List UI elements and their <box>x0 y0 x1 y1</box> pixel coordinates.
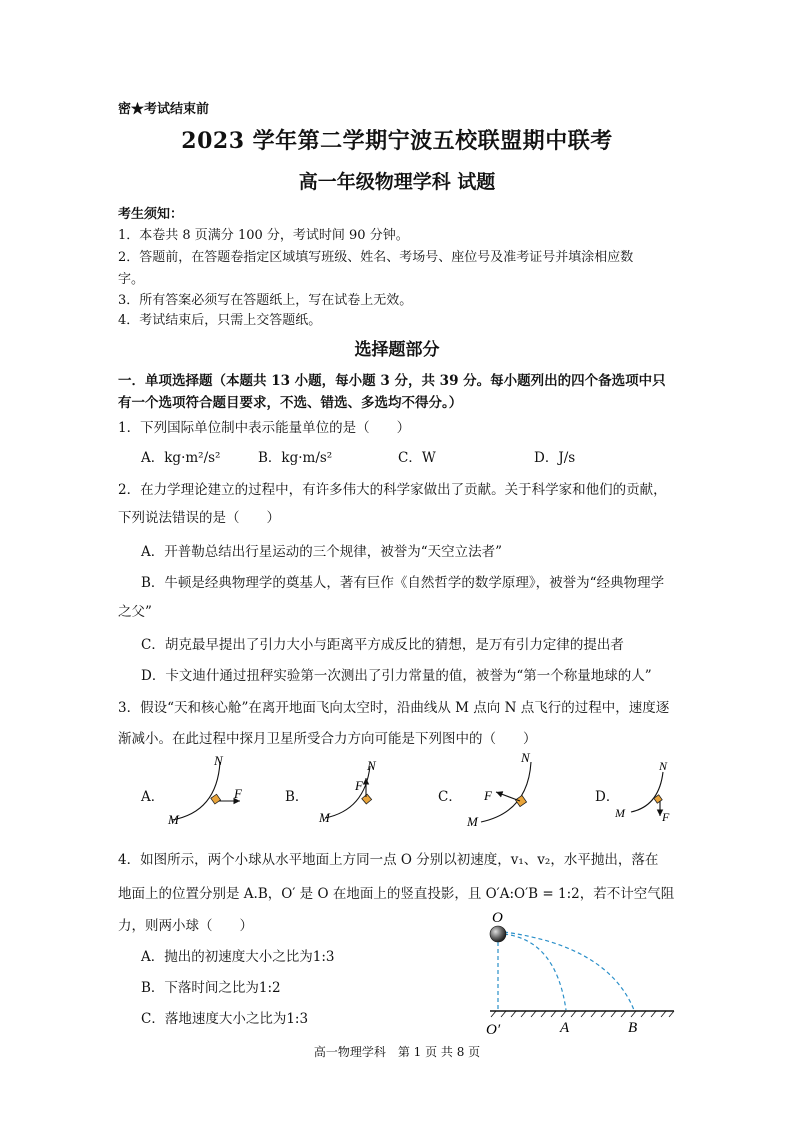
notice-heading: 考生须知： <box>118 207 184 222</box>
force-label: F <box>355 778 363 793</box>
exam-subtitle: 高一年级物理学科 试题 <box>298 171 496 193</box>
notice-item: 4．考试结束后，只需上交答题纸。 <box>118 313 322 328</box>
q4-option-b: B．下落时间之比为1:2 <box>141 980 281 996</box>
confidential-label: 密★考试结束前 <box>118 102 210 117</box>
q3-stem: 3．假设“天和核心舱”在离开地面飞向太空时，沿曲线从 M 点向 N 点飞行的过程中，速度逐 <box>118 700 670 716</box>
notice-item: 2．答题前，在答题卷指定区域填写班级、姓名、考场号、座位号及准考证号并填涂相应数 <box>118 250 634 265</box>
q3-figure-b <box>315 752 395 827</box>
q2-option-c: C．胡克最早提出了引力大小与距离平方成反比的猜想，是万有引力定律的提出者 <box>141 637 624 653</box>
q3-option-b-label: B． <box>285 789 309 805</box>
point-o-prime-label: O′ <box>486 1022 501 1038</box>
point-n-label: N <box>214 753 223 768</box>
point-m-label: M <box>319 810 330 825</box>
force-label: F <box>484 788 492 803</box>
point-n-label: N <box>521 750 530 765</box>
q3-option-a-label: A． <box>141 789 165 805</box>
q3-figure-a <box>162 752 262 827</box>
point-o-label: O <box>492 910 503 926</box>
part1-instructions: 一．单项选择题（本题共 13 小题，每小题 3 分，共 39 分。每小题列出的四个备选项中只 <box>118 373 666 389</box>
point-m-label: M <box>615 806 625 820</box>
q1-option-d: D．J/s <box>534 450 576 466</box>
q3-option-c-label: C． <box>438 789 462 805</box>
q4-figure <box>478 910 678 1040</box>
point-m-label: M <box>168 812 179 827</box>
q3-figure-c <box>463 750 553 830</box>
q4-option-a: A．抛出的初速度大小之比为1:3 <box>141 949 335 965</box>
point-m-label: M <box>467 814 478 829</box>
notice-item: 3．所有答案必须写在答题纸上，写在试卷上无效。 <box>118 293 413 308</box>
q2-option-d: D．卡文迪什通过扭秤实验第一次测出了引力常量的值，被誉为“第一个称量地球的人” <box>141 668 652 684</box>
part1-instructions-cont: 有一个选项符合题目要求，不选、错选、多选均不得分。） <box>118 395 463 411</box>
point-a-label: A <box>560 1020 570 1036</box>
q2-option-b: B．牛顿是经典物理学的奠基人，著有巨作《自然哲学的数学原理》，被誉为“经典物理学 <box>141 575 665 591</box>
q1-option-b: B．kg·m/s² <box>258 450 333 466</box>
q3-stem-cont: 渐减小。在此过程中探月卫星所受合力方向可能是下列图中的（ ） <box>118 731 537 747</box>
q4-option-c: C．落地速度大小之比为1:3 <box>141 1011 309 1027</box>
q2-option-a: A．开普勒总结出行星运动的三个规律，被誉为“天空立法者” <box>141 544 503 560</box>
section-title: 选择题部分 <box>354 340 440 360</box>
notice-item: 1．本卷共 8 页满分 100 分，考试时间 90 分钟。 <box>118 228 409 243</box>
q4-stem-cont: 地面上的位置分别是 A.B，O′ 是 O 在地面上的竖直投影，且 O′A:O′B = 1:2，若不计空气阻 <box>118 886 675 902</box>
notice-item: 字。 <box>118 272 145 287</box>
q2-stem: 2．在力学理论建立的过程中，有许多伟大的科学家做出了贡献。关于科学家和他们的贡献， <box>118 482 667 498</box>
force-label: F <box>662 810 670 824</box>
q4-stem: 4．如图所示，两个小球从水平地面上方同一点 O 分别以初速度，v₁、v₂，水平抛出，落在 <box>118 852 659 868</box>
exam-title: 2023 学年第二学期宁波五校联盟期中联考 <box>181 128 613 154</box>
q1-stem: 1．下列国际单位制中表示能量单位的是（ ） <box>118 420 411 436</box>
point-b-label: B <box>628 1020 638 1036</box>
q1-option-c: C．W <box>398 450 436 466</box>
point-n-label: N <box>659 759 668 773</box>
q1-option-a: A．kg·m²/s² <box>141 450 221 466</box>
q2-option-b-cont: 之父” <box>118 604 152 620</box>
ball-icon <box>490 926 506 942</box>
force-label: F <box>234 786 242 801</box>
q2-stem-cont: 下列说法错误的是（ ） <box>118 510 280 526</box>
q3-figure-d <box>615 756 685 828</box>
point-n-label: N <box>367 758 376 773</box>
q3-option-d-label: D． <box>595 789 620 805</box>
q4-stem-cont2: 力，则两小球（ ） <box>118 918 253 934</box>
page-footer: 高一物理学科 第 1 页 共 8 页 <box>313 1045 481 1059</box>
